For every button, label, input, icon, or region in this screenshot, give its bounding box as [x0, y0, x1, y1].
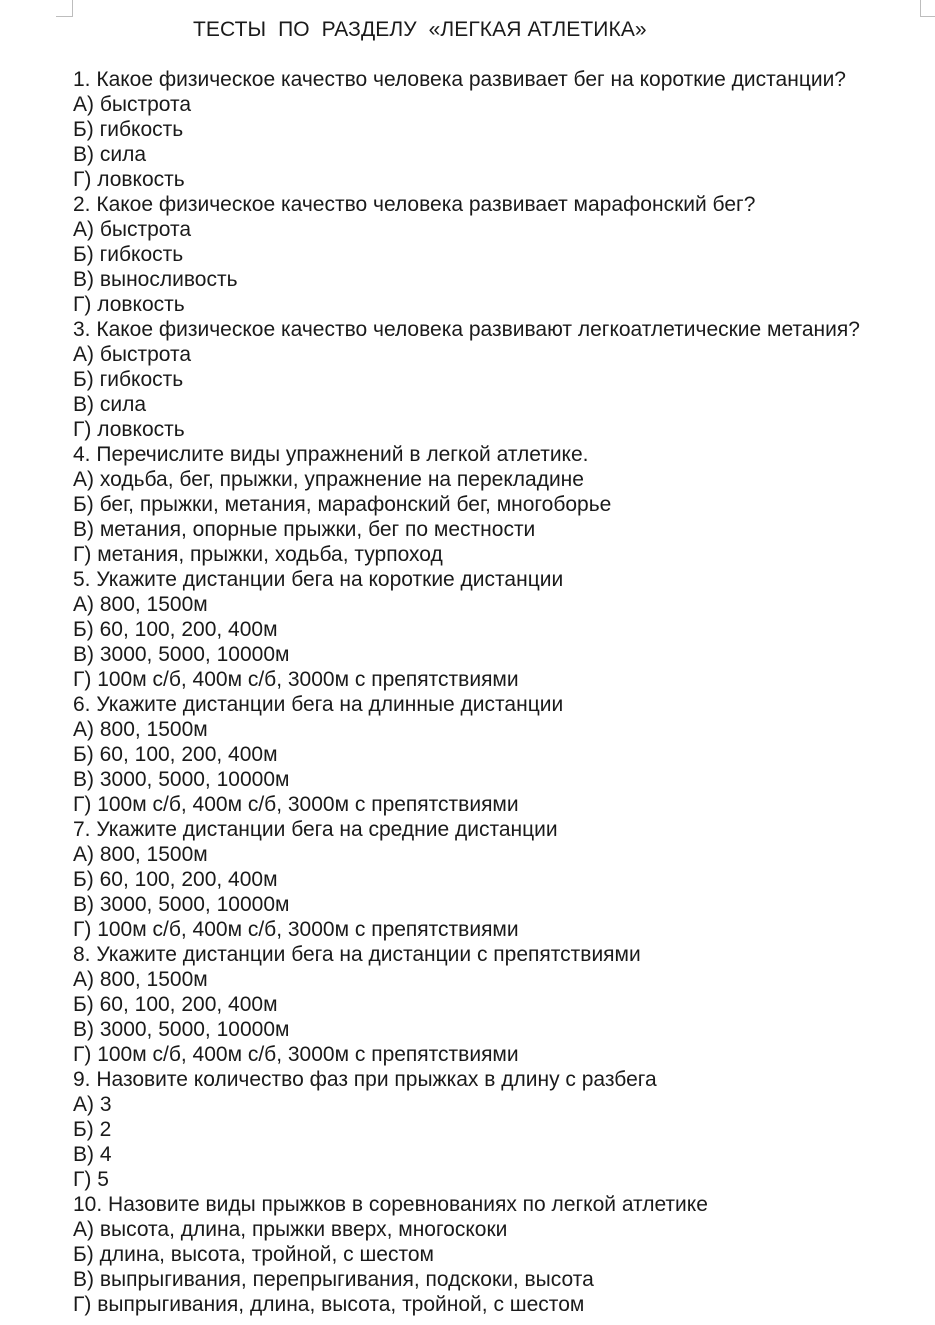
answer-option: Г) метания, прыжки, ходьба, турпоход	[73, 543, 443, 566]
question-text: 10. Назовите виды прыжков в соревнованиях по легкой атлетике	[73, 1193, 708, 1216]
answer-option: Б) 60, 100, 200, 400м	[73, 618, 278, 641]
page-corner-mark-right-horizontal	[920, 16, 935, 17]
question-text: 3. Какое физическое качество человека развивают легкоатлетические метания?	[73, 318, 860, 341]
answer-option: В) выпрыгивания, перепрыгивания, подскоки, высота	[73, 1268, 594, 1291]
answer-option: Б) 60, 100, 200, 400м	[73, 993, 278, 1016]
page-corner-mark-right	[920, 0, 921, 16]
answer-option: В) метания, опорные прыжки, бег по местности	[73, 518, 536, 541]
answer-option: В) сила	[73, 143, 146, 166]
question-list	[73, 67, 933, 1317]
answer-option: А) 3	[73, 1093, 112, 1116]
question-text: 8. Укажите дистанции бега на дистанции с препятствиями	[73, 943, 641, 966]
answer-option: А) 800, 1500м	[73, 718, 208, 741]
answer-option: А) быстрота	[73, 343, 192, 366]
question-text: 4. Перечислите виды упражнений в легкой атлетике.	[73, 443, 589, 466]
answer-option: В) 3000, 5000, 10000м	[73, 643, 290, 666]
answer-option: В) 3000, 5000, 10000м	[73, 893, 290, 916]
question-text: 9. Назовите количество фаз при прыжках в длину с разбега	[73, 1068, 657, 1091]
answer-option: Б) 60, 100, 200, 400м	[73, 743, 278, 766]
answer-option: А) быстрота	[73, 218, 192, 241]
answer-option: А) 800, 1500м	[73, 593, 208, 616]
answer-option: В) выносливость	[73, 268, 238, 291]
answer-option: Б) гибкость	[73, 368, 184, 391]
answer-option: Г) ловкость	[73, 168, 185, 191]
answer-option: Г) выпрыгивания, длина, высота, тройной, с шестом	[73, 1293, 585, 1316]
question-text: 1. Какое физическое качество человека развивает бег на короткие дистанции?	[73, 68, 846, 91]
answer-option: Б) длина, высота, тройной, с шестом	[73, 1243, 434, 1266]
answer-option: Г) ловкость	[73, 293, 185, 316]
page-corner-mark-left	[72, 0, 73, 16]
answer-option: Б) гибкость	[73, 118, 184, 141]
answer-option: А) высота, длина, прыжки вверх, многоскоки	[73, 1218, 508, 1241]
answer-option: В) 3000, 5000, 10000м	[73, 1018, 290, 1041]
answer-option: Г) 100м с/б, 400м с/б, 3000м с препятствиями	[73, 1043, 519, 1066]
question-text: 2. Какое физическое качество человека развивает марафонский бег?	[73, 193, 756, 216]
answer-option: Б) гибкость	[73, 243, 184, 266]
page-title: ТЕСТЫ ПО РАЗДЕЛУ «ЛЕГКАЯ АТЛЕТИКА»	[193, 18, 647, 41]
answer-option: Б) бег, прыжки, метания, марафонский бег, многоборье	[73, 493, 612, 516]
page-corner-mark-left-horizontal	[56, 16, 73, 17]
question-text: 5. Укажите дистанции бега на короткие дистанции	[73, 568, 564, 591]
question-text: 6. Укажите дистанции бега на длинные дистанции	[73, 693, 564, 716]
answer-option: А) ходьба, бег, прыжки, упражнение на перекладине	[73, 468, 584, 491]
question-text: 7. Укажите дистанции бега на средние дистанции	[73, 818, 558, 841]
answer-option: А) 800, 1500м	[73, 968, 208, 991]
answer-option: В) 3000, 5000, 10000м	[73, 768, 290, 791]
answer-option: Г) 100м с/б, 400м с/б, 3000м с препятствиями	[73, 793, 519, 816]
answer-option: А) 800, 1500м	[73, 843, 208, 866]
answer-option: Г) 5	[73, 1168, 109, 1191]
answer-option: Б) 2	[73, 1118, 112, 1141]
answer-option: Г) 100м с/б, 400м с/б, 3000м с препятствиями	[73, 668, 519, 691]
answer-option: А) быстрота	[73, 93, 192, 116]
answer-option: В) сила	[73, 393, 146, 416]
answer-option: Б) 60, 100, 200, 400м	[73, 868, 278, 891]
answer-option: Г) ловкость	[73, 418, 185, 441]
answer-option: Г) 100м с/б, 400м с/б, 3000м с препятствиями	[73, 918, 519, 941]
answer-option: В) 4	[73, 1143, 112, 1166]
